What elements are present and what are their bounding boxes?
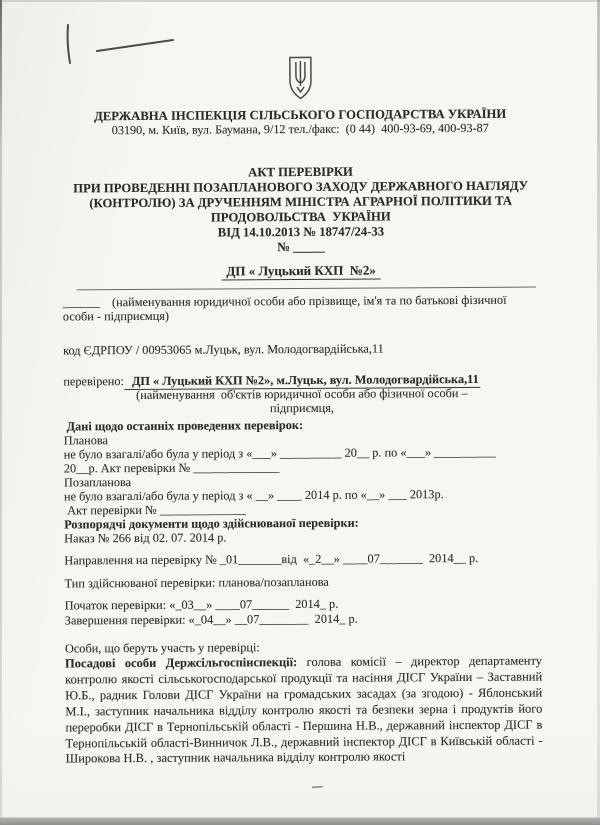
check-type-line: Тип здійснюваної перевірки: планова/позапланова (64, 574, 329, 591)
title-line-3: (КОНТРОЛЮ) ЗА ДРУЧЕННЯМ МІНІСТРА АГРАРНОЇ ПОЛІТИКИ ТА (89, 193, 513, 211)
check-finish-line: Завершення перевірки: «_04__» __07________ 2014_ р. (64, 611, 358, 627)
company-caption-line-2: особи - підприємця) (62, 308, 170, 324)
planned-blank-line-1: не було взагалі/або була у період з «___» __________ 20__ р. по «___» __________ (63, 444, 496, 462)
company-name (63, 262, 540, 280)
checked-caption-line-1: (найменування об'єктів юридичної особи або фізичної особи – (136, 385, 468, 403)
emblem-container (61, 55, 538, 102)
unplanned-label: Позапланова (63, 475, 132, 490)
order-value: Наказ № 266 від 02. 07. 2014 р. (64, 530, 227, 546)
agency-address: 03190, м. Київ, вул. Баумана, 9/12 тел./факс: (0 44) 400-93-69, 400-93-87 (111, 120, 489, 138)
title-line-2: ПРИ ПРОВЕДЕННІ ПОЗАПЛАНОВОГО ЗАХОДУ ДЕРЖАВНОГО НАГЛЯДУ (73, 178, 529, 196)
referral-line: Направлення на перевірку № _01_______від «_2__» ____07_______ 2014__ р. (64, 550, 479, 568)
unplanned-blank-line-1: не було взагалі/або була у період з « __» ____ 2014 р. по «__» ___ 2013р. (63, 487, 444, 504)
bottom-scan-band (0, 818, 600, 825)
checked-value: ДП « Луцький КХП №2», м.Луцьк, вул. Молодогвардійська,11 (124, 372, 481, 390)
title-line-4: ПРОДОВОЛЬСТВА УКРАЇНИ (210, 209, 391, 225)
agency-name: ДЕРЖАВНА ІНСПЕКЦІЯ СІЛЬСЬКОГО ГОСПОДАРСТВА УКРАЇНИ (94, 106, 507, 124)
checks-heading: Дані щодо останніх проведених перевірок: (63, 417, 304, 434)
company-name-text: ДП « Луцький КХП №2» (221, 263, 381, 281)
title-date-line: ВІД 14.10.2013 № 18747/24-33 (217, 224, 385, 240)
planned-blank-line-2: 20__р. Акт перевірки № ______________ (63, 460, 280, 476)
checked-caption-line-2: підприємця, (269, 400, 334, 416)
unplanned-blank-line-2: Акт перевірки № ______________ (64, 502, 246, 518)
title-line-1: АКТ ПЕРЕВІРКИ (248, 164, 353, 180)
separator-rule (77, 287, 536, 291)
checked-line (63, 372, 540, 389)
planned-label: Планова (63, 433, 109, 448)
act-number-blank: № _____ (277, 239, 325, 255)
participants-heading: Особи, що беруть участь у перевірці: (64, 640, 260, 656)
officials-paragraph (65, 654, 543, 768)
checked-label: перевірено: (63, 374, 124, 389)
title-block (62, 164, 540, 257)
check-start-line: Початок перевірки: «_03__» ____07______ 2014_ р. (64, 596, 339, 613)
ukraine-trident-emblem-icon (286, 56, 314, 100)
orders-heading: Розпорядчі документи щодо здійснюваної перевірки: (64, 515, 359, 532)
officials-text: голова комісії – директор департаменту контролю якості сільськогосподарської продукції та насіння ДІСГ України – Заставний Ю.Б., радник Голови ДІСГ України на громадських засадах (за згодою) - Яблонський М.І., заступник начальника відділу контролю якості та безпеки зерна і продуктів його переробки ДІСГ в Тернопільській області - Першина Н.В., державний інспектор ДІСГ в Тернопільській області-Винничок Л.В., державний інспектор ДІСГ в Київській області - Широкова Н.В. , заступник начальника відділу контролю якості (65, 653, 543, 766)
edrpou-line: код ЄДРПОУ / 00953065 м.Луцьк, вул. Молодогвардійська,11 (63, 341, 384, 358)
company-caption-line-1: ______ (найменування юридичної особи або прізвище, ім'я та по батькові фізичної (62, 292, 507, 310)
officials-label: Посадові особи Держсільгоспінспекції: (64, 655, 298, 671)
